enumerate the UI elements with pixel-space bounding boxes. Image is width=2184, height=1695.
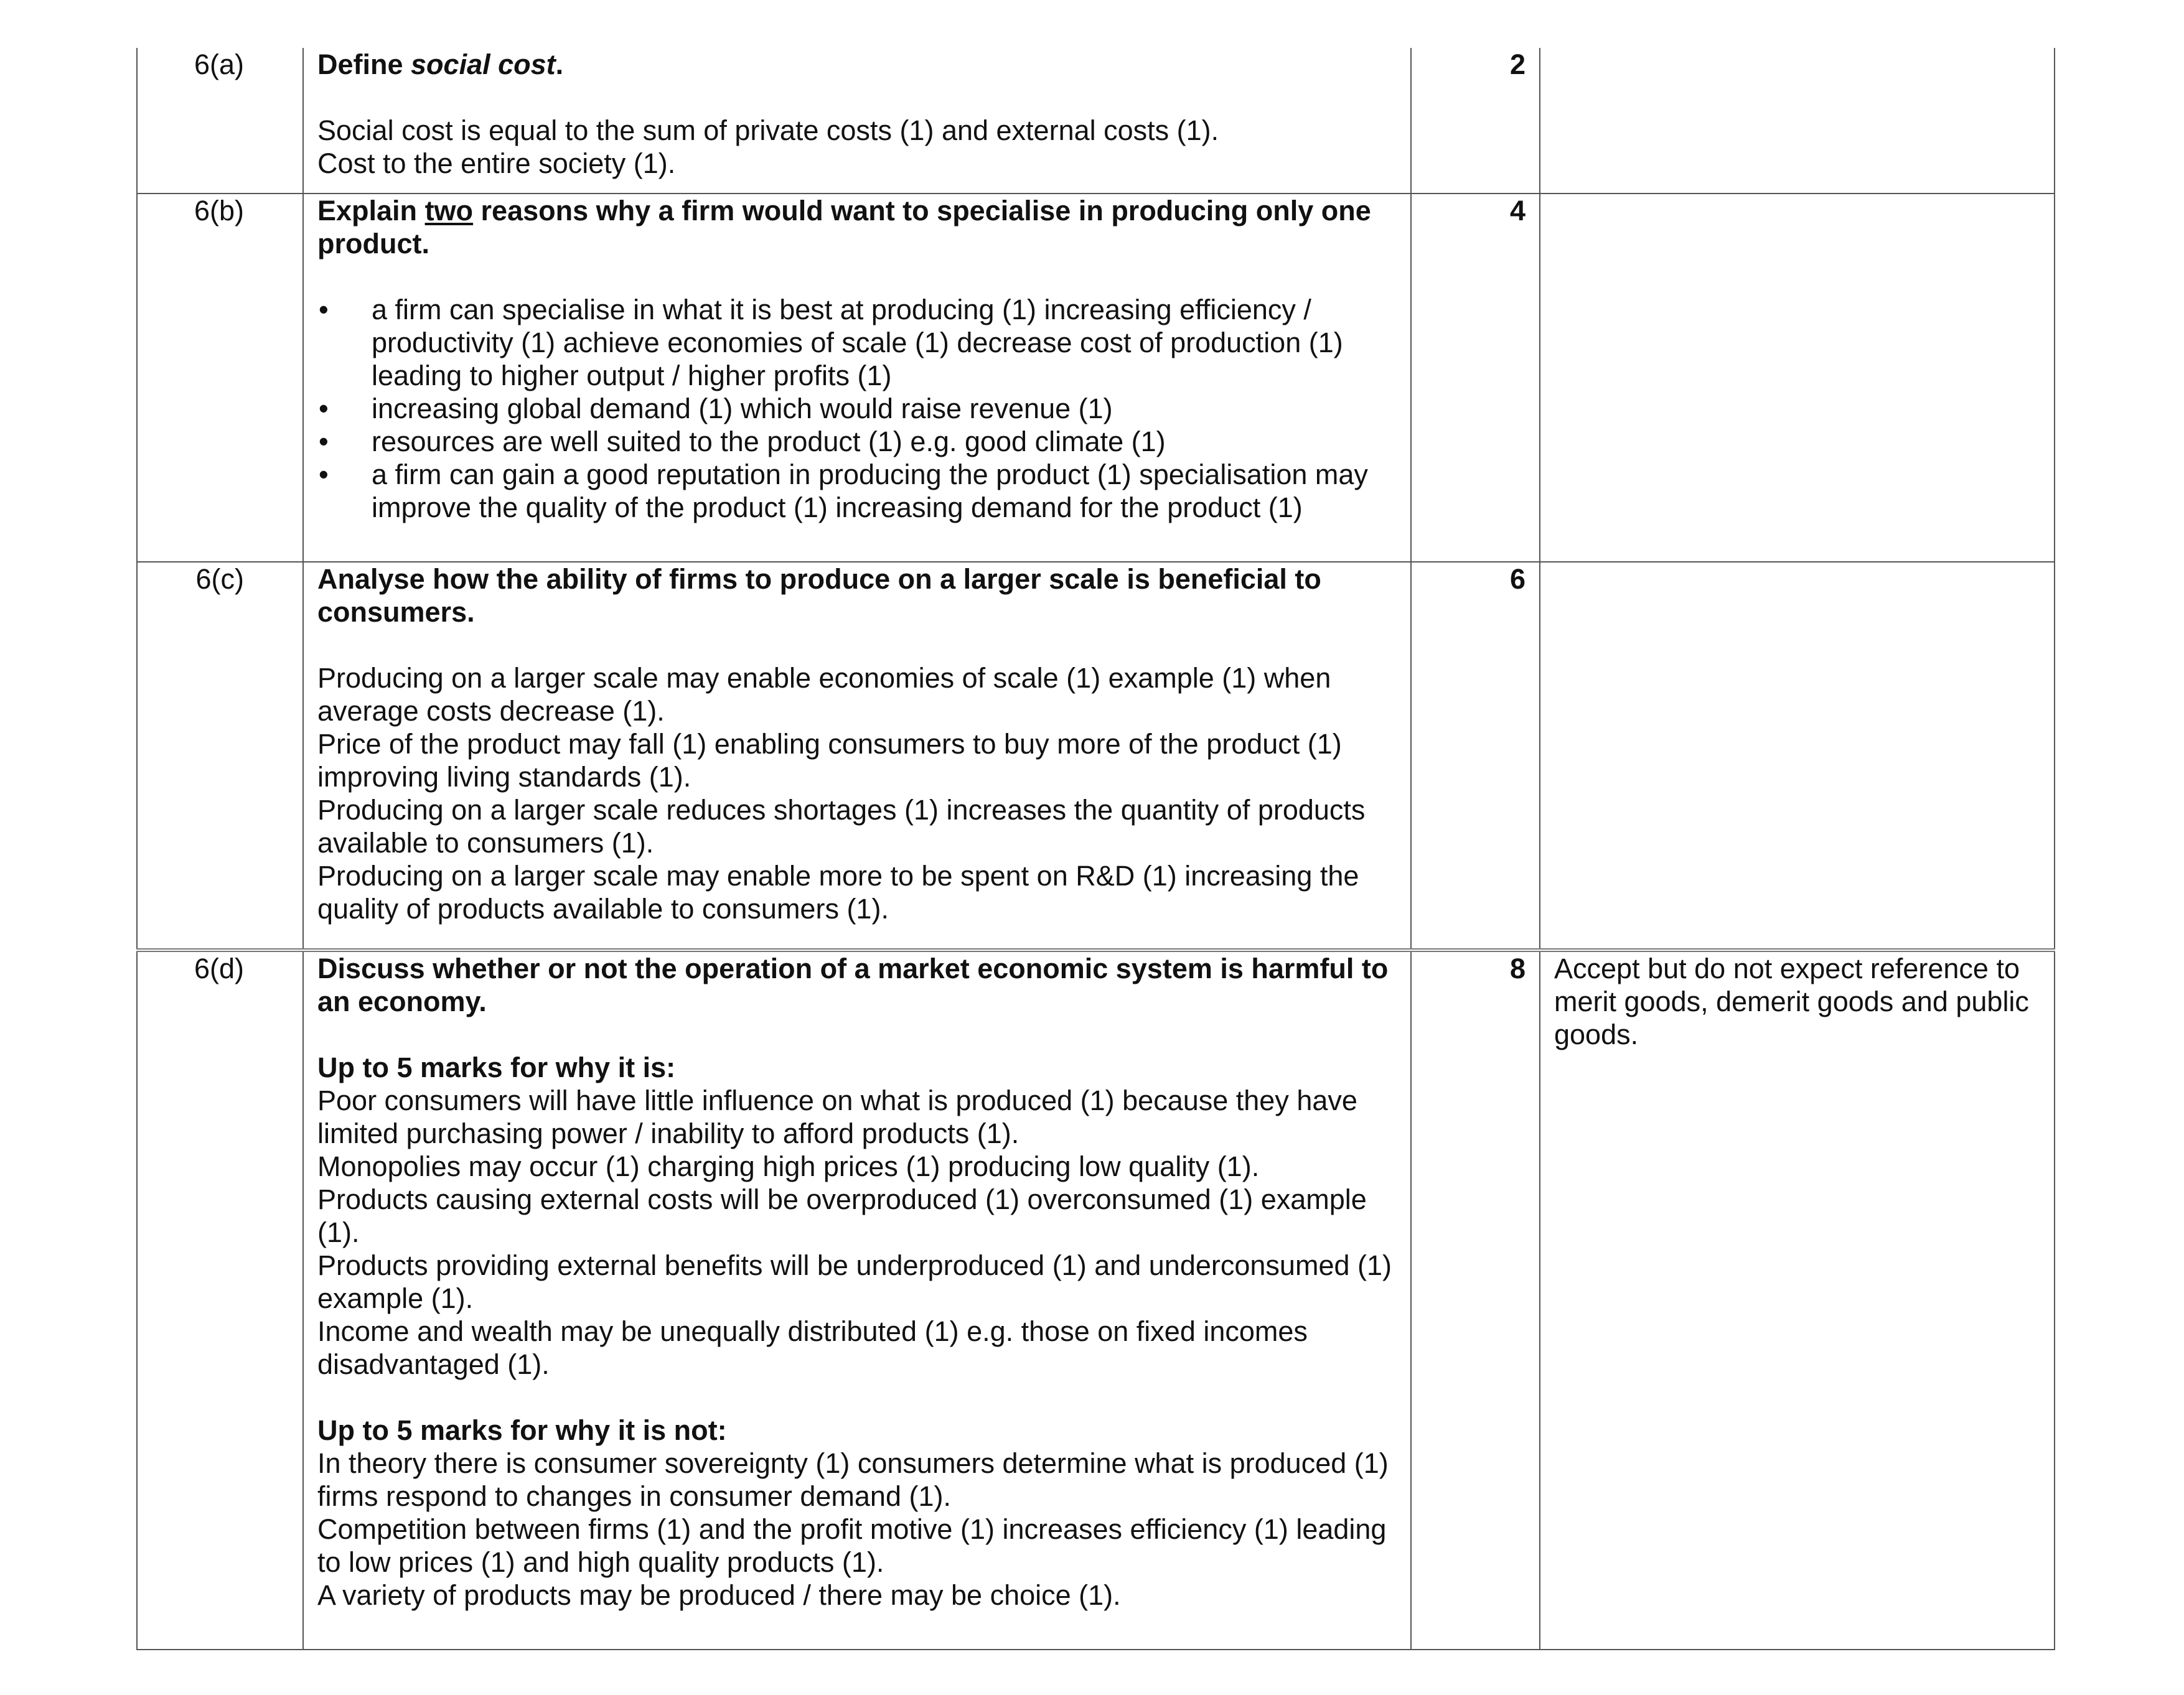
answer-line: Poor consumers will have little influence on what is produced (1) because they have limited purchasing power / inability to afford products (1). (317, 1085, 1357, 1149)
answer-cell (303, 950, 1411, 1650)
bullet-icon: • (319, 393, 329, 424)
section-heading-is-not: Up to 5 marks for why it is not: (317, 1414, 727, 1446)
answer-line: Price of the product may fall (1) enabling consumers to buy more of the product (1) improving living standards (1). (317, 728, 1342, 793)
bullet-icon: • (319, 294, 329, 325)
guidance-cell (1540, 48, 2055, 194)
answer-line: In theory there is consumer sovereignty (1) consumers determine what is produced (1) firms respond to changes in consumer demand (1). (317, 1447, 1389, 1512)
question-text: Discuss whether or not the operation of a market economic system is harmful to an economy. (317, 953, 1389, 1017)
guidance-cell: Accept but do not expect reference to merit goods, demerit goods and public goods. (1540, 950, 2055, 1650)
answer-line: Monopolies may occur (1) charging high prices (1) producing low quality (1). (317, 1151, 1260, 1182)
question-row-6d (137, 950, 2055, 1650)
question-text: Analyse how the ability of firms to produce on a larger scale is beneficial to consumers. (317, 563, 1321, 628)
marks-value: 6 (1411, 562, 1540, 950)
answer-line: Income and wealth may be unequally distributed (1) e.g. those on fixed incomes disadvantaged (1). (317, 1315, 1308, 1380)
answer-line: Competition between firms (1) and the profit motive (1) increases efficiency (1) leading to low prices (1) and high quality products (1). (317, 1513, 1387, 1578)
answer-line: Cost to the entire society (1). (317, 147, 676, 179)
question-row-6a (137, 48, 2055, 194)
question-number: 6(a) (137, 48, 303, 194)
answer-line: Social cost is equal to the sum of private costs (1) and external costs (1). (317, 114, 1219, 146)
marks-value: 4 (1411, 194, 1540, 562)
question-text: Define social cost. (317, 49, 564, 80)
answer-cell (303, 48, 1411, 194)
answer-cell (303, 194, 1411, 562)
answer-line: Producing on a larger scale reduces shortages (1) increases the quantity of products available to consumers (1). (317, 794, 1366, 859)
bullet-icon: • (319, 459, 329, 490)
list-item: • a firm can specialise in what it is best at producing (1) increasing efficiency / productivity (1) achieve economies of scale (1) decrease cost of production (1) leading to higher output / higher profits (1) (319, 294, 1343, 391)
section-heading-is: Up to 5 marks for why it is: (317, 1052, 676, 1083)
answer-line: Producing on a larger scale may enable economies of scale (1) example (1) when average costs decrease (1). (317, 662, 1331, 727)
list-item: • a firm can gain a good reputation in producing the product (1) specialisation may improve the quality of the product (1) increasing demand for the product (1) (319, 459, 1368, 523)
answer-line: Products providing external benefits will be underproduced (1) and underconsumed (1) example (1). (317, 1249, 1392, 1314)
answer-cell (303, 562, 1411, 950)
question-number: 6(c) (137, 562, 303, 950)
list-item: • increasing global demand (1) which would raise revenue (1) (319, 393, 1113, 424)
question-row-6b (137, 194, 2055, 562)
answer-line: Producing on a larger scale may enable more to be spent on R&D (1) increasing the quality of products available to consumers (1). (317, 860, 1359, 925)
answer-line: A variety of products may be produced / there may be choice (1). (317, 1579, 1121, 1611)
question-number: 6(d) (137, 950, 303, 1650)
question-number: 6(b) (137, 194, 303, 562)
bullet-icon: • (319, 426, 329, 457)
mark-scheme-table (136, 48, 2055, 1650)
marks-value: 2 (1411, 48, 1540, 194)
list-item: • resources are well suited to the product (1) e.g. good climate (1) (319, 426, 1166, 457)
answer-line: Products causing external costs will be overproduced (1) overconsumed (1) example (1). (317, 1184, 1367, 1248)
answer-bullet-list (317, 293, 1395, 524)
marks-value: 8 (1411, 950, 1540, 1650)
question-text: Explain two reasons why a firm would want to specialise in producing only one product. (317, 195, 1371, 259)
question-row-6c (137, 562, 2055, 950)
guidance-cell (1540, 194, 2055, 562)
guidance-cell (1540, 562, 2055, 950)
